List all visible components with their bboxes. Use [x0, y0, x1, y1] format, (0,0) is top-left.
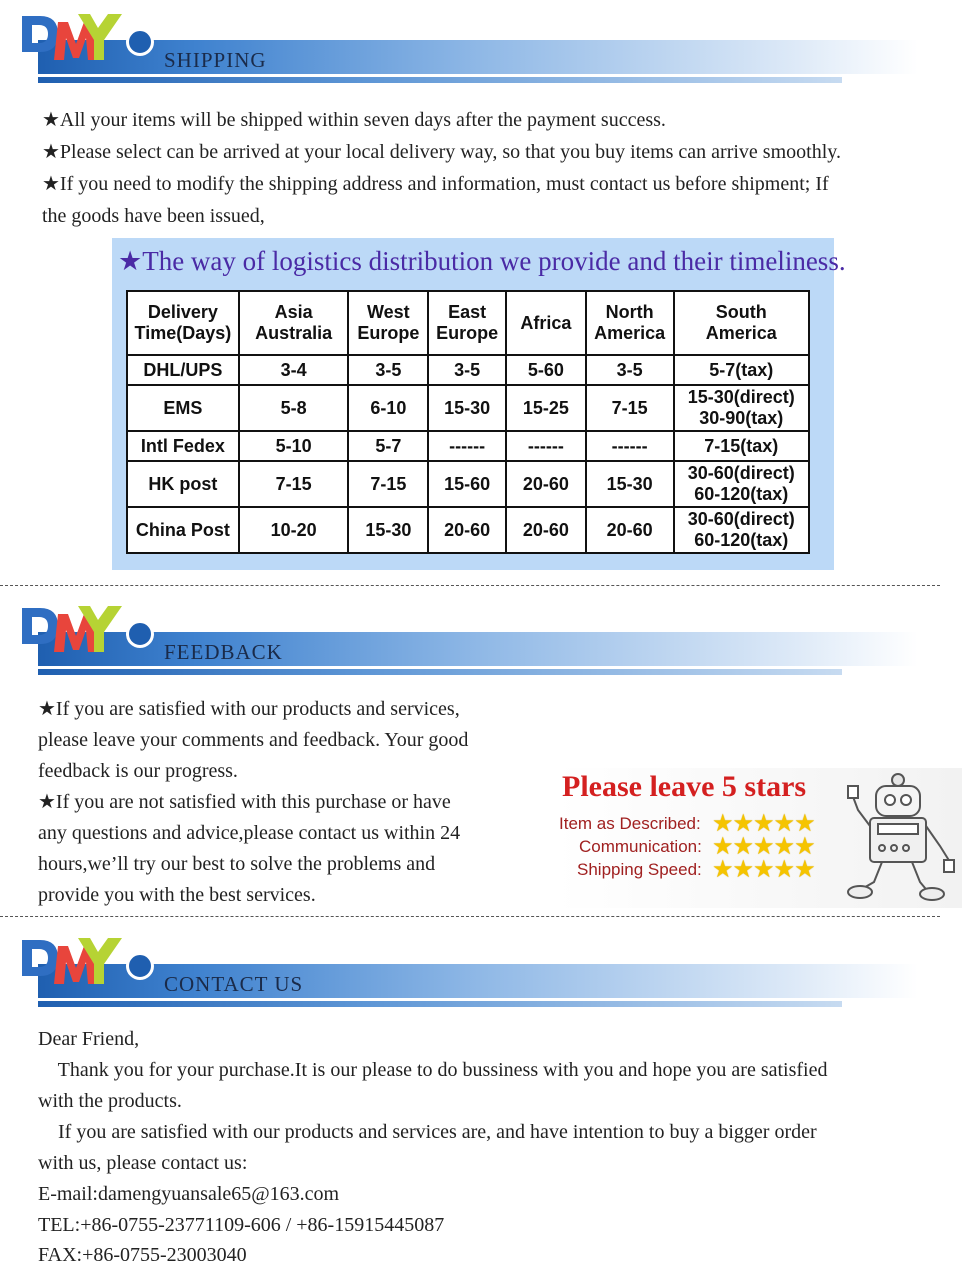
section-divider — [0, 916, 940, 917]
contact-email[interactable]: E-mail:damengyuansale65@163.com — [38, 1183, 340, 1205]
logistics-title: ★The way of logistics distribution we provide and their timeliness. — [118, 246, 846, 276]
north-cell: 7-15 — [586, 385, 674, 431]
carrier-cell: China Post — [127, 507, 239, 553]
west-cell: 5-7 — [348, 431, 428, 461]
feedback-header — [0, 592, 962, 682]
dmy-logo — [18, 930, 138, 992]
west-cell: 15-30 — [348, 507, 428, 553]
feedback-line-3: feedback is our progress. — [38, 760, 238, 782]
east-cell: 20-60 — [428, 507, 506, 553]
table-row — [127, 431, 809, 461]
feedback-line-6: hours,we’ll try our best to solve the problems and — [38, 853, 436, 875]
rating-label-shipping-speed: Shipping Speed: — [577, 860, 702, 879]
east-cell: 15-30 — [428, 385, 506, 431]
south-cell: 7-15(tax) — [674, 431, 809, 461]
contact-fax: FAX:+86-0755-23003040 — [38, 1244, 247, 1266]
section-title-feedback: FEEDBACK — [164, 640, 283, 664]
carrier-cell: EMS — [127, 385, 239, 431]
south-cell: 15-30(direct) 30-90(tax) — [674, 385, 809, 431]
asia-cell: 7-15 — [239, 461, 349, 507]
header-underline — [38, 1001, 842, 1007]
north-cell: 15-30 — [586, 461, 674, 507]
robot-mascot-icon — [846, 770, 958, 902]
feedback-line-2: please leave your comments and feedback. Your good — [38, 729, 469, 751]
africa-cell: 20-60 — [506, 461, 586, 507]
shipping-line-1: ★All your items will be shipped within seven days after the payment success. — [42, 109, 666, 131]
contact-greeting: Dear Friend, — [38, 1028, 140, 1050]
shipping-header — [0, 0, 962, 90]
table-row — [127, 461, 809, 507]
header-africa: Africa — [506, 291, 586, 355]
south-cell: 5-7(tax) — [674, 355, 809, 385]
table-row — [127, 507, 809, 553]
header-north-america: North America — [586, 291, 674, 355]
header-asia-australia: Asia Australia — [239, 291, 349, 355]
africa-cell: 20-60 — [506, 507, 586, 553]
asia-cell: 10-20 — [239, 507, 349, 553]
contact-line-3: If you are satisfied with our products and services are, and have intention to buy a bigger order — [38, 1121, 817, 1143]
west-cell: 3-5 — [348, 355, 428, 385]
west-cell: 6-10 — [348, 385, 428, 431]
rating-label-communication: Communication: — [579, 837, 702, 856]
rating-stars-shipping-speed: ★★★★★ — [712, 857, 815, 883]
east-cell: ------ — [428, 431, 506, 461]
header-delivery-time: Delivery Time(Days) — [127, 291, 239, 355]
asia-cell: 3-4 — [239, 355, 349, 385]
north-cell: ------ — [586, 431, 674, 461]
west-cell: 7-15 — [348, 461, 428, 507]
africa-cell: 15-25 — [506, 385, 586, 431]
south-cell: 30-60(direct) 60-120(tax) — [674, 461, 809, 507]
section-title-contact: CONTACT US — [164, 972, 304, 996]
asia-cell: 5-8 — [239, 385, 349, 431]
carrier-cell: HK post — [127, 461, 239, 507]
africa-cell: 5-60 — [506, 355, 586, 385]
north-cell: 3-5 — [586, 355, 674, 385]
carrier-cell: Intl Fedex — [127, 431, 239, 461]
contact-line-2: with the products. — [38, 1090, 182, 1112]
shipping-line-3: ★If you need to modify the shipping address and information, must contact us before shipment; If — [42, 173, 829, 195]
shipping-time-table — [126, 290, 810, 554]
table-header-row — [127, 291, 809, 355]
dmy-logo — [18, 598, 138, 660]
header-east-europe: East Europe — [428, 291, 506, 355]
header-dot — [126, 952, 154, 980]
contact-header — [0, 924, 962, 1014]
header-dot — [126, 620, 154, 648]
table-row — [127, 355, 809, 385]
contact-line-4: with us, please contact us: — [38, 1152, 248, 1174]
east-cell: 3-5 — [428, 355, 506, 385]
section-divider — [0, 585, 940, 586]
dmy-logo — [18, 6, 138, 68]
section-title-shipping: SHIPPING — [164, 48, 267, 72]
header-underline — [38, 77, 842, 83]
south-cell: 30-60(direct) 60-120(tax) — [674, 507, 809, 553]
feedback-line-7: provide you with the best services. — [38, 884, 316, 906]
asia-cell: 5-10 — [239, 431, 349, 461]
header-dot — [126, 28, 154, 56]
header-west-europe: West Europe — [348, 291, 428, 355]
header-underline — [38, 669, 842, 675]
rating-label-item: Item as Described: — [559, 814, 701, 833]
north-cell: 20-60 — [586, 507, 674, 553]
feedback-line-4: ★If you are not satisfied with this purchase or have — [38, 791, 451, 813]
contact-line-1: Thank you for your purchase.It is our please to do bussiness with you and hope you are satisfied — [38, 1059, 828, 1081]
shipping-line-2: ★Please select can be arrived at your local delivery way, so that you buy items can arrive smoothly. — [42, 141, 841, 163]
leave-stars-title: Please leave 5 stars — [562, 770, 807, 803]
table-row — [127, 385, 809, 431]
carrier-cell: DHL/UPS — [127, 355, 239, 385]
feedback-line-1: ★If you are satisfied with our products and services, — [38, 698, 460, 720]
africa-cell: ------ — [506, 431, 586, 461]
header-south-america: South America — [674, 291, 809, 355]
rating-stars-communication: ★★★★★ — [712, 834, 815, 860]
rating-stars-item: ★★★★★ — [712, 811, 815, 837]
feedback-line-5: any questions and advice,please contact us within 24 — [38, 822, 461, 844]
contact-tel: TEL:+86-0755-23771109-606 / +86-15915445087 — [38, 1214, 445, 1236]
east-cell: 15-60 — [428, 461, 506, 507]
shipping-line-4: the goods have been issued, — [42, 205, 265, 227]
